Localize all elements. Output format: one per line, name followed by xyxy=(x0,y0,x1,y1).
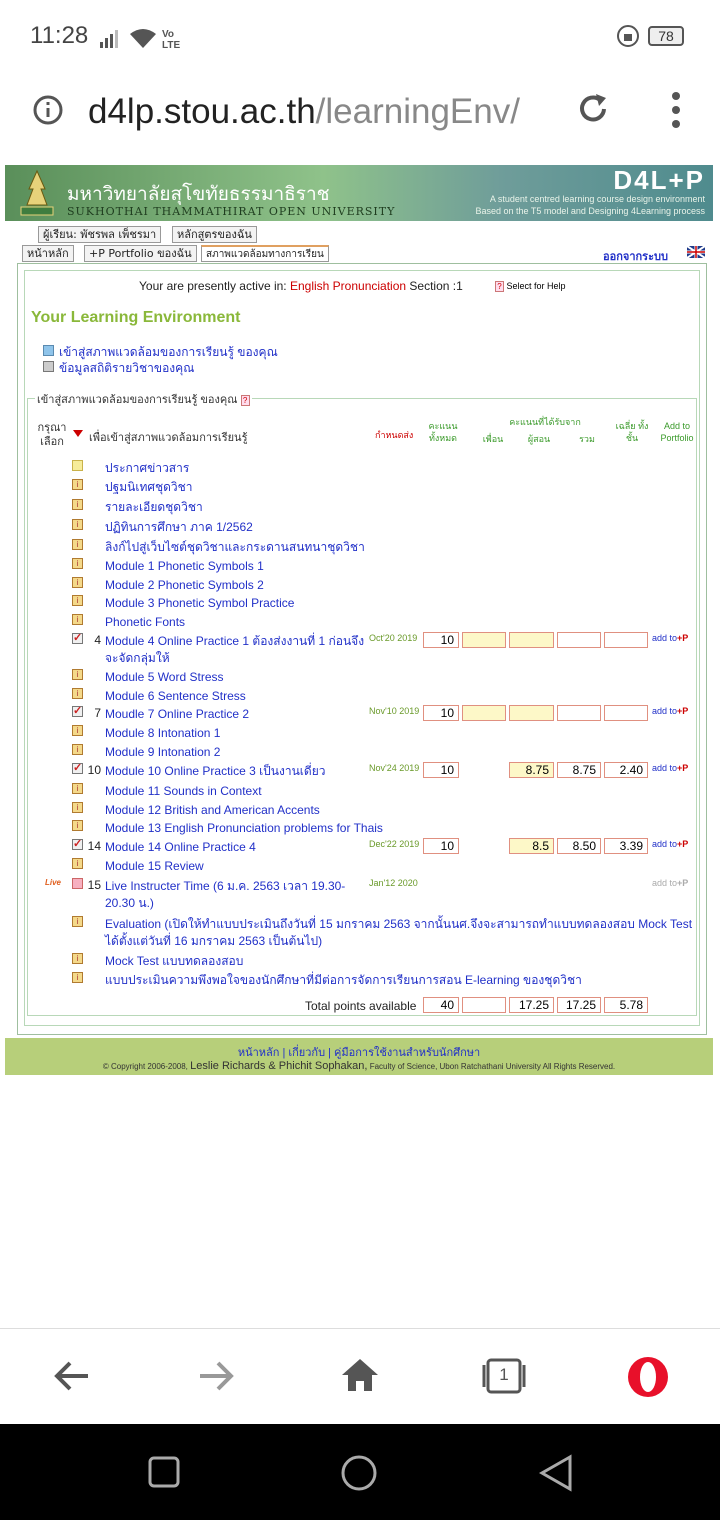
table-row xyxy=(25,517,713,535)
header-enter: เพื่อเข้าสู่สภาพแวดล้อมการเรียนรู้ xyxy=(89,432,248,444)
due-date: Nov'24 2019 xyxy=(369,763,420,773)
system-nav-bar xyxy=(0,1424,720,1520)
home-circle-icon[interactable] xyxy=(340,1454,378,1492)
table-row xyxy=(25,951,713,969)
logout-link[interactable]: ออกจากระบบ xyxy=(603,251,668,263)
module-link[interactable]: Module 14 Online Practice 4 xyxy=(105,840,256,854)
footer-links[interactable]: หน้าหลัก | เกี่ยวกับ | คู่มือการใช้งานสำหรับนักศึกษา xyxy=(237,1047,481,1059)
totals-total: 40 xyxy=(423,997,459,1013)
sort-down-icon[interactable] xyxy=(73,430,83,437)
add-to-portfolio-link[interactable]: add to+P xyxy=(652,878,689,888)
home-icon[interactable] xyxy=(340,1357,380,1393)
table-row xyxy=(25,667,713,685)
browser-url-bar xyxy=(0,72,720,162)
row-number: 7 xyxy=(94,706,101,720)
module-link[interactable]: Module 10 Online Practice 3 เป็นงานเดี่ยว xyxy=(105,764,326,778)
university-thai-name: มหาวิทยาลัยสุโขทัยธรรมาธิราช xyxy=(67,183,330,205)
reload-icon[interactable] xyxy=(574,90,612,128)
row-number: 14 xyxy=(87,839,101,853)
rotation-lock-icon xyxy=(616,24,640,48)
header-received: คะแนนที่ได้รับจาก xyxy=(509,417,581,427)
module-link[interactable]: ปฏิทินการศึกษา ภาค 1/2562 xyxy=(105,520,253,534)
info-icon: i xyxy=(72,595,83,606)
score-total: 10 xyxy=(423,705,459,721)
totals-teacher: 17.25 xyxy=(509,997,554,1013)
module-link[interactable]: Module 9 Intonation 2 xyxy=(105,745,221,759)
content-frame xyxy=(17,263,707,1035)
forward-arrow-icon[interactable] xyxy=(198,1359,234,1393)
module-link[interactable]: Module 6 Sentence Stress xyxy=(105,689,246,703)
add-to-portfolio-link[interactable]: add to+P xyxy=(652,763,689,773)
statistics-icon xyxy=(43,361,54,372)
module-link[interactable]: Module 12 British and American Accents xyxy=(105,803,320,817)
module-link[interactable]: Module 4 Online Practice 1 ต้องส่งงานที่ 1 ก่อนจึงจะจัดกลุ่มให้ xyxy=(105,634,365,665)
score-total: 10 xyxy=(423,838,459,854)
university-logo-icon xyxy=(15,169,59,219)
table-row xyxy=(25,970,713,988)
table-row xyxy=(25,876,713,910)
header-sum: รวม xyxy=(579,434,595,444)
score-avg: 3.39 xyxy=(604,838,648,854)
page-title: Your Learning Environment xyxy=(31,309,241,326)
header-friends: เพื่อน xyxy=(482,434,504,444)
checkbox-checked-icon[interactable]: ✓ xyxy=(73,762,83,774)
footer xyxy=(5,1038,713,1075)
row-number: 15 xyxy=(87,878,101,892)
table-row xyxy=(25,781,713,799)
checkbox-checked-icon[interactable]: ✓ xyxy=(73,632,83,644)
header-teacher: ผู้สอน xyxy=(527,434,551,444)
table-row xyxy=(25,761,713,779)
info-icon: i xyxy=(72,820,83,831)
table-row xyxy=(25,686,713,704)
info-icon: i xyxy=(72,783,83,794)
info-icon: i xyxy=(72,953,83,964)
info-icon: i xyxy=(72,539,83,550)
info-icon: i xyxy=(72,744,83,755)
info-icon: i xyxy=(72,614,83,625)
back-triangle-icon[interactable] xyxy=(538,1454,574,1492)
module-link[interactable]: Module 15 Review xyxy=(105,859,204,873)
table-row xyxy=(25,575,713,593)
info-icon: i xyxy=(72,519,83,530)
score-total: 10 xyxy=(423,632,459,648)
web-page xyxy=(5,165,713,1075)
svg-text:Vo: Vo xyxy=(162,29,175,40)
table-row xyxy=(25,856,713,874)
uk-flag-icon[interactable] xyxy=(687,246,705,258)
score-avg xyxy=(604,632,648,648)
table-row xyxy=(25,800,713,818)
table-row xyxy=(25,458,713,476)
score-sum xyxy=(557,632,601,648)
due-date: Oct'20 2019 xyxy=(369,633,418,643)
info-icon: i xyxy=(72,802,83,813)
totals-sum: 17.25 xyxy=(557,997,601,1013)
totals-friends xyxy=(462,997,506,1013)
module-link[interactable]: Module 11 Sounds in Context xyxy=(105,784,262,798)
table-row xyxy=(25,593,713,611)
row-number: 10 xyxy=(87,763,101,777)
info-icon: i xyxy=(72,479,83,490)
table-row xyxy=(25,556,713,574)
due-date: Jan'12 2020 xyxy=(369,878,418,888)
due-date: Nov'10 2019 xyxy=(369,706,420,716)
url-field[interactable]: d4lp.stou.ac.th/learningEnv/ xyxy=(88,92,520,131)
tab-portfolio[interactable]: +P Portfolio ของฉัน xyxy=(84,245,197,262)
enter-environment-link[interactable]: เข้าสู่สภาพแวดล้อมของการเรียนรู้ ของคุณ xyxy=(59,345,278,359)
module-link[interactable]: Evaluation (เปิดให้ทำแบบประเมินถึงวันที่ 15 มกราคม 2563 จากนั้นนศ.จึงจะสามารถทำแบบทดลองสอบ Mock Test ได้ตั้งแต่วันที่ 16 มกราคม 2563 เป็นต้นไป) xyxy=(105,917,693,948)
back-arrow-icon[interactable] xyxy=(54,1359,90,1393)
score-teacher xyxy=(509,705,554,721)
info-icon: i xyxy=(72,558,83,569)
info-icon: i xyxy=(72,688,83,699)
info-icon: i xyxy=(72,669,83,680)
header-total: คะแนน ทั้งหมด xyxy=(428,421,458,443)
info-icon: i xyxy=(72,972,83,983)
svg-text:LTE: LTE xyxy=(162,40,181,51)
help-link[interactable]: ? Select for Help xyxy=(495,281,566,292)
totals-average: 5.78 xyxy=(604,997,648,1013)
table-row xyxy=(25,723,713,741)
tab-learning-environment[interactable]: สภาพแวดล้อมทางการเรียน xyxy=(201,245,329,262)
due-date: Dec'22 2019 xyxy=(369,839,420,849)
score-avg xyxy=(604,705,648,721)
signal-wifi-icon xyxy=(100,26,190,52)
active-course-line: Your are presently active in: English Pronunciation Section :1 xyxy=(139,279,463,293)
tab-count: 1 xyxy=(499,1365,509,1384)
table-row xyxy=(25,818,713,836)
news-icon xyxy=(72,460,83,471)
table-row xyxy=(25,631,713,665)
brand-logo: D4L+P xyxy=(613,165,705,195)
module-link[interactable]: แบบประเมินความพึงพอใจของนักศึกษาที่มีต่อการจัดการเรียนการสอน E-learning ของชุดวิชา xyxy=(105,973,582,987)
score-friends xyxy=(462,632,506,648)
table-row xyxy=(25,914,713,948)
live-badge-icon: Live xyxy=(45,878,62,887)
tagline-2: Based on the T5 model and Designing 4Learning process xyxy=(475,206,705,216)
footer-copyright: © Copyright 2006-2008, Leslie Richards & Phichit Sophakan, Faculty of Science, Ubon Ratchathani University All Rights Reserved. xyxy=(102,1060,616,1072)
table-row xyxy=(25,612,713,630)
browser-nav-bar xyxy=(0,1328,720,1424)
tab-home[interactable]: หน้าหลัก xyxy=(22,245,74,262)
module-link[interactable]: Module 2 Phonetic Symbols 2 xyxy=(105,578,264,592)
module-link[interactable]: Module 8 Intonation 1 xyxy=(105,726,221,740)
table-row xyxy=(25,497,713,515)
add-to-portfolio-link[interactable]: add to+P xyxy=(652,633,689,643)
module-link[interactable]: Phonetic Fonts xyxy=(105,615,186,629)
table-row xyxy=(25,837,713,855)
table-row xyxy=(25,477,713,495)
score-avg: 2.40 xyxy=(604,762,648,778)
module-link[interactable]: Module 13 English Pronunciation problems for Thais xyxy=(105,821,383,835)
module-link[interactable]: ลิงก์ไปสู่เว็บไซต์ชุดวิชาและกระดานสนทนาชุดวิชา xyxy=(105,540,365,554)
score-sum: 8.75 xyxy=(557,762,601,778)
recent-apps-icon[interactable] xyxy=(148,1456,180,1488)
banner xyxy=(5,165,713,221)
module-link[interactable]: Moudle 7 Online Practice 2 xyxy=(105,707,250,721)
table-row xyxy=(25,742,713,760)
active-course-name: English Pronunciation xyxy=(289,279,407,293)
statistics-link[interactable]: ข้อมูลสถิติรายวิชาของคุณ xyxy=(59,361,195,375)
module-link[interactable]: ปฐมนิเทศชุดวิชา xyxy=(105,480,193,494)
module-link[interactable]: Module 1 Phonetic Symbols 1 xyxy=(105,559,264,573)
score-teacher: 8.75 xyxy=(509,762,554,778)
menu-dots-icon[interactable] xyxy=(668,90,684,130)
score-teacher: 8.5 xyxy=(509,838,554,854)
environment-icon xyxy=(43,345,54,356)
university-english-name: SUKHOTHAI THAMMATHIRAT OPEN UNIVERSITY xyxy=(67,205,396,218)
info-icon[interactable] xyxy=(32,94,64,126)
content-inner-frame xyxy=(24,270,700,1026)
my-course-button[interactable]: หลักสูตรของฉัน xyxy=(172,226,257,243)
module-link[interactable]: Module 5 Word Stress xyxy=(105,670,224,684)
info-icon: i xyxy=(72,916,83,927)
score-friends xyxy=(462,705,506,721)
module-link[interactable]: Mock Test แบบทดลองสอบ xyxy=(105,954,244,968)
tagline-1: A student centred learning course design environment xyxy=(489,194,705,204)
info-icon: i xyxy=(72,858,83,869)
module-link[interactable]: Module 3 Phonetic Symbol Practice xyxy=(105,596,295,610)
table-row xyxy=(25,704,713,722)
info-icon: i xyxy=(72,725,83,736)
checkbox-checked-icon[interactable]: ✓ xyxy=(73,705,83,717)
info-icon: i xyxy=(72,499,83,510)
header-select: กรุณา เลือก xyxy=(37,422,67,448)
info-icon: i xyxy=(72,577,83,588)
module-link[interactable]: Live Instructer Time (6 ม.ค. 2563 เวลา 19.30-20.30 น.) xyxy=(105,879,346,910)
score-total: 10 xyxy=(423,762,459,778)
opera-menu-icon[interactable] xyxy=(626,1355,670,1399)
header-average: เฉลี่ย ทั้งชั้น xyxy=(615,421,649,443)
header-portfolio: Add to Portfolio xyxy=(660,421,694,443)
checkbox-checked-icon[interactable]: ✓ xyxy=(73,838,83,850)
totals-label: Total points available xyxy=(305,999,417,1013)
score-sum: 8.50 xyxy=(557,838,601,854)
header-due: กำหนดส่ง xyxy=(375,430,414,440)
score-sum xyxy=(557,705,601,721)
table-row xyxy=(25,537,713,555)
student-name-button[interactable]: ผู้เรียน: พัชรพล เพ็ชรมา xyxy=(38,226,161,243)
row-number: 4 xyxy=(94,633,101,647)
module-link[interactable]: รายละเอียดชุดวิชา xyxy=(105,500,203,514)
status-bar xyxy=(0,0,720,72)
fieldset-legend: เข้าสู่สภาพแวดล้อมของการเรียนรู้ ของคุณ ? xyxy=(35,390,252,408)
tabs-button[interactable] xyxy=(480,1357,528,1395)
add-to-portfolio-link[interactable]: add to+P xyxy=(652,706,689,716)
battery-icon: 78 xyxy=(648,26,684,46)
add-to-portfolio-link[interactable]: add to+P xyxy=(652,839,689,849)
status-time: 11:28 xyxy=(30,22,89,49)
module-link[interactable]: ประกาศข่าวสาร xyxy=(105,461,190,475)
score-teacher xyxy=(509,632,554,648)
